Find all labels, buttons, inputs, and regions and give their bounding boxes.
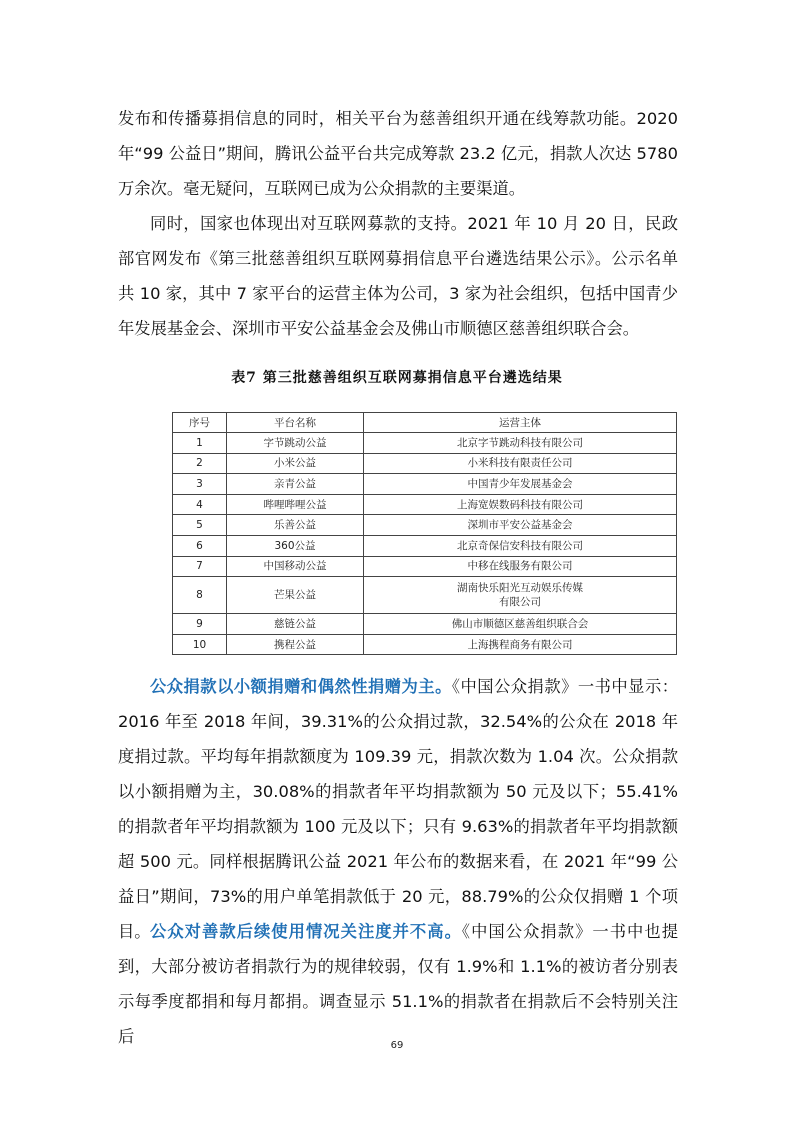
paragraph-low-attention	[118, 914, 678, 1054]
row-no: 3	[173, 474, 227, 495]
row-platform: 中国移动公益	[227, 556, 364, 577]
table-row	[173, 433, 677, 454]
row-operator: 上海携程商务有限公司	[364, 634, 677, 655]
highlight-heading: 公众捐款以小额捐赠和偶然性捐赠为主。	[150, 677, 452, 696]
row-no: 5	[173, 515, 227, 536]
row-no: 10	[173, 634, 227, 655]
header-operator: 运营主体	[364, 413, 677, 433]
row-no: 7	[173, 556, 227, 577]
paragraph-policy: 同时，国家也体现出对互联网募款的支持。2021 年 10 月 20 日，民政部官网发布《第三批慈善组织互联网募捐信息平台遴选结果公示》。公示名单共 10 家，其中 7 家平台的运营主体为公司，3 家为社会组织，包括中国青少年发展基金会、深圳市平安公益基金会及佛山市顺德区慈善组织联合会。	[118, 214, 678, 338]
row-platform: 慈链公益	[227, 614, 364, 635]
row-platform: 哔哩哔哩公益	[227, 494, 364, 515]
row-operator-line2: 有限公司	[499, 596, 541, 609]
table-row	[173, 577, 677, 614]
highlight-heading: 公众对善款后续使用情况关注度并不高。	[150, 922, 462, 941]
row-no: 4	[173, 494, 227, 515]
row-operator	[364, 577, 677, 614]
table-row	[173, 494, 677, 515]
row-operator: 小米科技有限责任公司	[364, 453, 677, 474]
row-operator: 北京字节跳动科技有限公司	[364, 433, 677, 454]
row-platform: 360公益	[227, 535, 364, 556]
row-operator: 上海宽娱数码科技有限公司	[364, 494, 677, 515]
row-platform: 乐善公益	[227, 515, 364, 536]
row-platform: 携程公益	[227, 634, 364, 655]
row-operator: 佛山市顺德区慈善组织联合会	[364, 614, 677, 635]
header-platform: 平台名称	[227, 413, 364, 433]
row-platform: 亲青公益	[227, 474, 364, 495]
table-row	[173, 556, 677, 577]
table-row	[173, 453, 677, 474]
row-platform: 字节跳动公益	[227, 433, 364, 454]
row-no: 8	[173, 577, 227, 614]
row-platform: 芒果公益	[227, 577, 364, 614]
row-no: 1	[173, 433, 227, 454]
table-caption: 表7 第三批慈善组织互联网募捐信息平台遴选结果	[231, 370, 563, 386]
table-row	[173, 535, 677, 556]
table-row	[173, 614, 677, 635]
row-operator: 中国青少年发展基金会	[364, 474, 677, 495]
table-header-row	[173, 413, 677, 433]
row-operator: 北京奇保信安科技有限公司	[364, 535, 677, 556]
row-operator: 深圳市平安公益基金会	[364, 515, 677, 536]
paragraph-intro: 发布和传播募捐信息的同时，相关平台为慈善组织开通在线筹款功能。2020 年“99 公益日”期间，腾讯公益平台共完成筹款 23.2 亿元，捐款人次达 5780 万余次。毫无疑问，互联网已成为公众捐款的主要渠道。	[118, 109, 678, 198]
platform-table	[172, 412, 677, 655]
header-no: 序号	[173, 413, 227, 433]
row-platform: 小米公益	[227, 453, 364, 474]
page-number: 69	[390, 1040, 404, 1051]
row-operator: 中移在线服务有限公司	[364, 556, 677, 577]
row-no: 6	[173, 535, 227, 556]
table-row	[173, 474, 677, 495]
row-no: 9	[173, 614, 227, 635]
paragraph-body: 《中国公众捐款》一书中显示：2016 年至 2018 年间，39.31%的公众捐过款，32.54%的公众在 2018 年度捐过款。平均每年捐款额度为 109.39 元，捐款次数为 1.04 次。公众捐款以小额捐赠为主，30.08%的捐款者年平均捐款额为 50 元及以下；55.41%的捐款者年平均捐款额为 100 元及以下；只有 9.63%的捐款者年平均捐款额超 500 元。同样根据腾讯公益 2021 年公布的数据来看，在 2021 年“99 公益日”期间，73%的用户单笔捐款低于 20 元，88.79%的公众仅捐赠 1 个项目。	[118, 677, 678, 941]
row-no: 2	[173, 453, 227, 474]
paragraph-body: 《中国公众捐款》一书中也提到，大部分被访者捐款行为的规律较弱，仅有 1.9%和 1.1%的被访者分别表示每季度都捐和每月都捐。调查显示 51.1%的捐款者在捐款后不会特别关注后	[118, 922, 678, 1046]
table-row	[173, 634, 677, 655]
paragraph-small-donations	[118, 669, 678, 949]
table-row	[173, 515, 677, 536]
row-operator-line1: 湖南快乐阳光互动娱乐传媒	[457, 582, 583, 595]
